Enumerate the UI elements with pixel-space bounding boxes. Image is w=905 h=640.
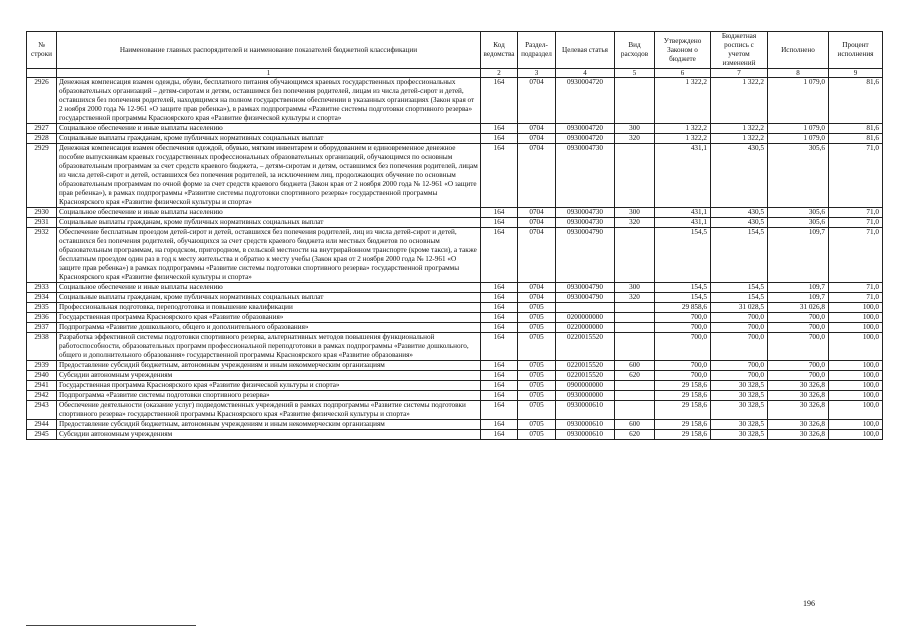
section-code: 0705 <box>518 381 556 391</box>
header-target: Целевая статья <box>556 32 615 69</box>
approved-value: 29 858,6 <box>655 303 711 313</box>
percent-value: 100,0 <box>829 303 883 313</box>
line-number: 2938 <box>27 333 57 361</box>
percent-value: 100,0 <box>829 371 883 381</box>
executed-value: 30 326,8 <box>768 391 829 401</box>
percent-value: 71,0 <box>829 208 883 218</box>
section-code: 0705 <box>518 313 556 323</box>
budget-list-value: 430,5 <box>711 218 768 228</box>
approved-value: 431,1 <box>655 218 711 228</box>
dept-code: 164 <box>481 420 518 430</box>
executed-value: 30 326,8 <box>768 430 829 440</box>
row-name: Социальное обеспечение и иные выплаты населению <box>57 208 481 218</box>
approved-value: 431,1 <box>655 144 711 208</box>
column-number: 5 <box>615 69 655 78</box>
approved-value: 431,1 <box>655 208 711 218</box>
table-row <box>27 218 883 228</box>
section-code: 0705 <box>518 401 556 420</box>
approved-value: 154,5 <box>655 228 711 283</box>
section-code: 0704 <box>518 144 556 208</box>
column-number <box>27 69 57 78</box>
approved-value: 700,0 <box>655 323 711 333</box>
approved-value: 700,0 <box>655 313 711 323</box>
table-row <box>27 420 883 430</box>
header-name: Наименование главных распорядителей и наименование показателей бюджетной классификации <box>57 32 481 69</box>
table-row <box>27 361 883 371</box>
line-number: 2936 <box>27 313 57 323</box>
expense-type: 320 <box>615 134 655 144</box>
budget-list-value: 30 328,5 <box>711 391 768 401</box>
column-number: 6 <box>655 69 711 78</box>
approved-value: 29 158,6 <box>655 430 711 440</box>
section-code: 0704 <box>518 134 556 144</box>
budget-list-value: 31 028,5 <box>711 303 768 313</box>
approved-value: 1 322,2 <box>655 134 711 144</box>
percent-value: 100,0 <box>829 430 883 440</box>
table-body <box>27 78 883 440</box>
expense-type <box>615 381 655 391</box>
line-number: 2935 <box>27 303 57 313</box>
expense-type: 300 <box>615 208 655 218</box>
header-exp-type: Вид расходов <box>615 32 655 69</box>
table-row <box>27 293 883 303</box>
approved-value: 29 158,6 <box>655 401 711 420</box>
table-row <box>27 430 883 440</box>
line-number: 2927 <box>27 124 57 134</box>
approved-value: 700,0 <box>655 333 711 361</box>
dept-code: 164 <box>481 313 518 323</box>
header-section: Раздел- подраздел <box>518 32 556 69</box>
line-number: 2939 <box>27 361 57 371</box>
column-number: 9 <box>829 69 883 78</box>
line-number: 2945 <box>27 430 57 440</box>
executed-value: 700,0 <box>768 313 829 323</box>
executed-value: 1 079,0 <box>768 124 829 134</box>
table-row <box>27 283 883 293</box>
dept-code: 164 <box>481 361 518 371</box>
section-code: 0705 <box>518 420 556 430</box>
dept-code: 164 <box>481 303 518 313</box>
expense-type <box>615 333 655 361</box>
expense-type <box>615 303 655 313</box>
dept-code: 164 <box>481 293 518 303</box>
budget-list-value: 700,0 <box>711 361 768 371</box>
page-number: 196 <box>803 599 815 608</box>
target-code: 0930004790 <box>556 228 615 283</box>
row-name: Денежная компенсация взамен обеспечения одеждой, обувью, мягким инвентарем и оборудованием и единовременное денежное пособие выпускникам краевых государственных профессиональных образовательных организаций, обучающимся по основным образовательным программам за счет средств краевого бюджета, – детям-сиротам и детям, оставшимся без попечения родителей, лицам из числа детей-сирот и детей, оставшихся без попечения родителей, за исключением лиц, продолжающих обучение по основным образовательным программам по очной форме за счет средств краевого бюджета (Закон края от 2 ноября 2000 года № 12-961 «О защите прав ребенка»), в рамках подпрограммы «Развитие системы подготовки спортивного резерва» государственной программы Красноярского края «Развитие физической культуры и спорта» <box>57 144 481 208</box>
dept-code: 164 <box>481 333 518 361</box>
budget-table <box>26 31 883 440</box>
row-name: Социальные выплаты гражданам, кроме публичных нормативных социальных выплат <box>57 134 481 144</box>
budget-list-value: 1 322,2 <box>711 134 768 144</box>
percent-value: 71,0 <box>829 228 883 283</box>
approved-value: 700,0 <box>655 361 711 371</box>
table-row <box>27 381 883 391</box>
row-name: Социальные выплаты гражданам, кроме публичных нормативных социальных выплат <box>57 293 481 303</box>
section-code: 0705 <box>518 303 556 313</box>
line-number: 2931 <box>27 218 57 228</box>
line-number: 2926 <box>27 78 57 124</box>
budget-list-value: 30 328,5 <box>711 420 768 430</box>
budget-list-value: 700,0 <box>711 313 768 323</box>
table-row <box>27 134 883 144</box>
column-number: 2 <box>481 69 518 78</box>
percent-value: 100,0 <box>829 361 883 371</box>
approved-value: 1 322,2 <box>655 124 711 134</box>
executed-value: 700,0 <box>768 323 829 333</box>
dept-code: 164 <box>481 144 518 208</box>
dept-code: 164 <box>481 208 518 218</box>
expense-type: 620 <box>615 430 655 440</box>
budget-list-value: 430,5 <box>711 144 768 208</box>
target-code: 0930000610 <box>556 420 615 430</box>
expense-type: 600 <box>615 420 655 430</box>
percent-value: 81,6 <box>829 134 883 144</box>
executed-value: 305,6 <box>768 144 829 208</box>
percent-value: 100,0 <box>829 323 883 333</box>
executed-value: 305,6 <box>768 218 829 228</box>
percent-value: 81,6 <box>829 124 883 134</box>
executed-value: 30 326,8 <box>768 420 829 430</box>
section-code: 0704 <box>518 78 556 124</box>
percent-value: 71,0 <box>829 293 883 303</box>
target-code <box>556 303 615 313</box>
line-number: 2934 <box>27 293 57 303</box>
budget-list-value: 154,5 <box>711 228 768 283</box>
target-code: 0930004730 <box>556 208 615 218</box>
budget-list-value: 30 328,5 <box>711 430 768 440</box>
expense-type: 300 <box>615 124 655 134</box>
budget-list-value: 154,5 <box>711 293 768 303</box>
expense-type: 620 <box>615 371 655 381</box>
line-number: 2937 <box>27 323 57 333</box>
line-number: 2943 <box>27 401 57 420</box>
line-number: 2929 <box>27 144 57 208</box>
expense-type <box>615 313 655 323</box>
column-number-row <box>27 69 883 78</box>
table-row <box>27 313 883 323</box>
row-name: Денежная компенсация взамен одежды, обуви, бесплатного питания обучающимся краевых государственных профессиональных образовательных организаций – детям-сиротам и детям, оставшимся без попечения родителей, лицам из числа детей-сирот и детей, оставшихся без попечения родителей, находящимся на полном государственном обеспечении в указанных организациях (Закон края от 2 ноября 2000 года № 12-961 «О защите прав ребенка»), в рамках подпрограммы «Развитие системы подготовки спортивного резерва» государственной программы Красноярского края «Развитие физической культуры и спорта» <box>57 78 481 124</box>
percent-value: 100,0 <box>829 401 883 420</box>
header-percent: Процент исполнения <box>829 32 883 69</box>
expense-type <box>615 401 655 420</box>
section-code: 0704 <box>518 208 556 218</box>
dept-code: 164 <box>481 391 518 401</box>
column-number: 8 <box>768 69 829 78</box>
section-code: 0705 <box>518 391 556 401</box>
executed-value: 1 079,0 <box>768 134 829 144</box>
expense-type <box>615 228 655 283</box>
dept-code: 164 <box>481 218 518 228</box>
row-name: Профессиональная подготовка, переподготовка и повышение квалификации <box>57 303 481 313</box>
column-number: 1 <box>57 69 481 78</box>
percent-value: 81,6 <box>829 78 883 124</box>
section-code: 0705 <box>518 333 556 361</box>
executed-value: 700,0 <box>768 333 829 361</box>
expense-type <box>615 391 655 401</box>
row-name: Субсидии автономным учреждениям <box>57 371 481 381</box>
dept-code: 164 <box>481 124 518 134</box>
approved-value: 29 158,6 <box>655 420 711 430</box>
target-code: 0930004730 <box>556 218 615 228</box>
row-name: Субсидии автономным учреждениям <box>57 430 481 440</box>
percent-value: 71,0 <box>829 283 883 293</box>
section-code: 0704 <box>518 124 556 134</box>
row-name: Подпрограмма «Развитие дошкольного, общего и дополнительного образования» <box>57 323 481 333</box>
target-code: 0930004730 <box>556 144 615 208</box>
section-code: 0705 <box>518 430 556 440</box>
row-name: Обеспечение деятельности (оказание услуг) подведомственных учреждений в рамках подпрограммы «Развитие системы подготовки спортивного резерва» государственной программы Красноярского края «Развитие физической культуры и спорта» <box>57 401 481 420</box>
target-code: 0930000000 <box>556 391 615 401</box>
executed-value: 1 079,0 <box>768 78 829 124</box>
column-number: 3 <box>518 69 556 78</box>
percent-value: 100,0 <box>829 313 883 323</box>
expense-type <box>615 323 655 333</box>
row-name: Государственная программа Красноярского края «Развитие образования» <box>57 313 481 323</box>
row-name: Государственная программа Красноярского края «Развитие физической культуры и спорта» <box>57 381 481 391</box>
percent-value: 71,0 <box>829 144 883 208</box>
header-budget-list: Бюджетная роспись с учетом изменений <box>711 32 768 69</box>
dept-code: 164 <box>481 401 518 420</box>
expense-type: 600 <box>615 361 655 371</box>
footer-line <box>26 625 196 626</box>
percent-value: 100,0 <box>829 391 883 401</box>
target-code: 0930004720 <box>556 78 615 124</box>
line-number: 2941 <box>27 381 57 391</box>
header-line-no: № строки <box>27 32 57 69</box>
approved-value: 29 158,6 <box>655 381 711 391</box>
executed-value: 30 326,8 <box>768 401 829 420</box>
budget-list-value: 154,5 <box>711 283 768 293</box>
line-number: 2928 <box>27 134 57 144</box>
header-approved: Утверждено Законом о бюджете <box>655 32 711 69</box>
row-name: Социальные выплаты гражданам, кроме публичных нормативных социальных выплат <box>57 218 481 228</box>
percent-value: 100,0 <box>829 333 883 361</box>
section-code: 0705 <box>518 371 556 381</box>
line-number: 2930 <box>27 208 57 218</box>
table-row <box>27 401 883 420</box>
column-number: 7 <box>711 69 768 78</box>
column-number: 4 <box>556 69 615 78</box>
row-name: Социальное обеспечение и иные выплаты населению <box>57 283 481 293</box>
budget-list-value: 30 328,5 <box>711 401 768 420</box>
dept-code: 164 <box>481 78 518 124</box>
header-executed: Исполнено <box>768 32 829 69</box>
row-name: Разработка эффективной системы подготовки спортивного резерва, альтернативных методов повышения функциональной работоспособности, образовательных программ профессиональной переподготовки в рамках подпрограммы «Развитие дошкольного, общего и дополнительного образования» государственной программы Красноярского края «Развитие образования» <box>57 333 481 361</box>
target-code: 0200000000 <box>556 313 615 323</box>
approved-value: 154,5 <box>655 283 711 293</box>
approved-value: 29 158,6 <box>655 391 711 401</box>
target-code: 0220015520 <box>556 333 615 361</box>
executed-value: 30 326,8 <box>768 381 829 391</box>
executed-value: 109,7 <box>768 283 829 293</box>
expense-type: 320 <box>615 293 655 303</box>
line-number: 2942 <box>27 391 57 401</box>
table-row <box>27 228 883 283</box>
target-code: 0900000000 <box>556 381 615 391</box>
dept-code: 164 <box>481 381 518 391</box>
budget-list-value: 1 322,2 <box>711 78 768 124</box>
dept-code: 164 <box>481 323 518 333</box>
row-name: Предоставление субсидий бюджетным, автономным учреждениям и иным некоммерческим организациям <box>57 361 481 371</box>
target-code: 0930004720 <box>556 134 615 144</box>
dept-code: 164 <box>481 371 518 381</box>
expense-type <box>615 78 655 124</box>
budget-list-value: 1 322,2 <box>711 124 768 134</box>
section-code: 0704 <box>518 218 556 228</box>
dept-code: 164 <box>481 430 518 440</box>
executed-value: 305,6 <box>768 208 829 218</box>
approved-value: 700,0 <box>655 371 711 381</box>
executed-value: 700,0 <box>768 371 829 381</box>
dept-code: 164 <box>481 283 518 293</box>
budget-list-value: 700,0 <box>711 333 768 361</box>
budget-list-value: 430,5 <box>711 208 768 218</box>
row-name: Обеспечение бесплатным проездом детей-сирот и детей, оставшихся без попечения родителей, лиц из числа детей-сирот и детей, оставшихся без попечения родителей, обучающихся за счет средств краевого бюджета или местных бюджетов по основным образовательным программам, на городском, пригородном, в сельской местности на внутрирайонном транспорте (кроме такси), а также бесплатным проездом один раз в год к месту жительства и обратно к месту учебы (Закон края от 2 ноября 2000 года № 12-961 «О защите прав ребенка») в рамках подпрограммы «Развитие системы подготовки спортивного резерва» государственной программы Красноярского края «Развитие физической культуры и спорта» <box>57 228 481 283</box>
section-code: 0705 <box>518 361 556 371</box>
table-row <box>27 303 883 313</box>
dept-code: 164 <box>481 228 518 283</box>
budget-list-value: 700,0 <box>711 323 768 333</box>
expense-type: 300 <box>615 283 655 293</box>
row-name: Предоставление субсидий бюджетным, автономным учреждениям и иным некоммерческим организациям <box>57 420 481 430</box>
percent-value: 100,0 <box>829 381 883 391</box>
table-row <box>27 391 883 401</box>
table-row <box>27 124 883 134</box>
target-code: 0930000610 <box>556 430 615 440</box>
percent-value: 100,0 <box>829 420 883 430</box>
section-code: 0705 <box>518 323 556 333</box>
expense-type <box>615 144 655 208</box>
row-name: Подпрограмма «Развитие системы подготовки спортивного резерва» <box>57 391 481 401</box>
line-number: 2933 <box>27 283 57 293</box>
target-code: 0930004790 <box>556 293 615 303</box>
executed-value: 700,0 <box>768 361 829 371</box>
target-code: 0930004790 <box>556 283 615 293</box>
table-header <box>27 32 883 78</box>
percent-value: 71,0 <box>829 218 883 228</box>
section-code: 0704 <box>518 228 556 283</box>
line-number: 2944 <box>27 420 57 430</box>
target-code: 0220015520 <box>556 361 615 371</box>
target-code: 0220015520 <box>556 371 615 381</box>
table-row <box>27 371 883 381</box>
executed-value: 31 026,8 <box>768 303 829 313</box>
budget-list-value: 30 328,5 <box>711 381 768 391</box>
target-code: 0930000610 <box>556 401 615 420</box>
target-code: 0220000000 <box>556 323 615 333</box>
section-code: 0704 <box>518 283 556 293</box>
header-dept: Код ведомства <box>481 32 518 69</box>
table-row <box>27 144 883 208</box>
expense-type: 320 <box>615 218 655 228</box>
section-code: 0704 <box>518 293 556 303</box>
approved-value: 154,5 <box>655 293 711 303</box>
line-number: 2940 <box>27 371 57 381</box>
target-code: 0930004720 <box>556 124 615 134</box>
line-number: 2932 <box>27 228 57 283</box>
executed-value: 109,7 <box>768 228 829 283</box>
dept-code: 164 <box>481 134 518 144</box>
table-row <box>27 323 883 333</box>
table-row <box>27 333 883 361</box>
approved-value: 1 322,2 <box>655 78 711 124</box>
executed-value: 109,7 <box>768 293 829 303</box>
budget-list-value: 700,0 <box>711 371 768 381</box>
table-row <box>27 78 883 124</box>
row-name: Социальное обеспечение и иные выплаты населению <box>57 124 481 134</box>
table-row <box>27 208 883 218</box>
